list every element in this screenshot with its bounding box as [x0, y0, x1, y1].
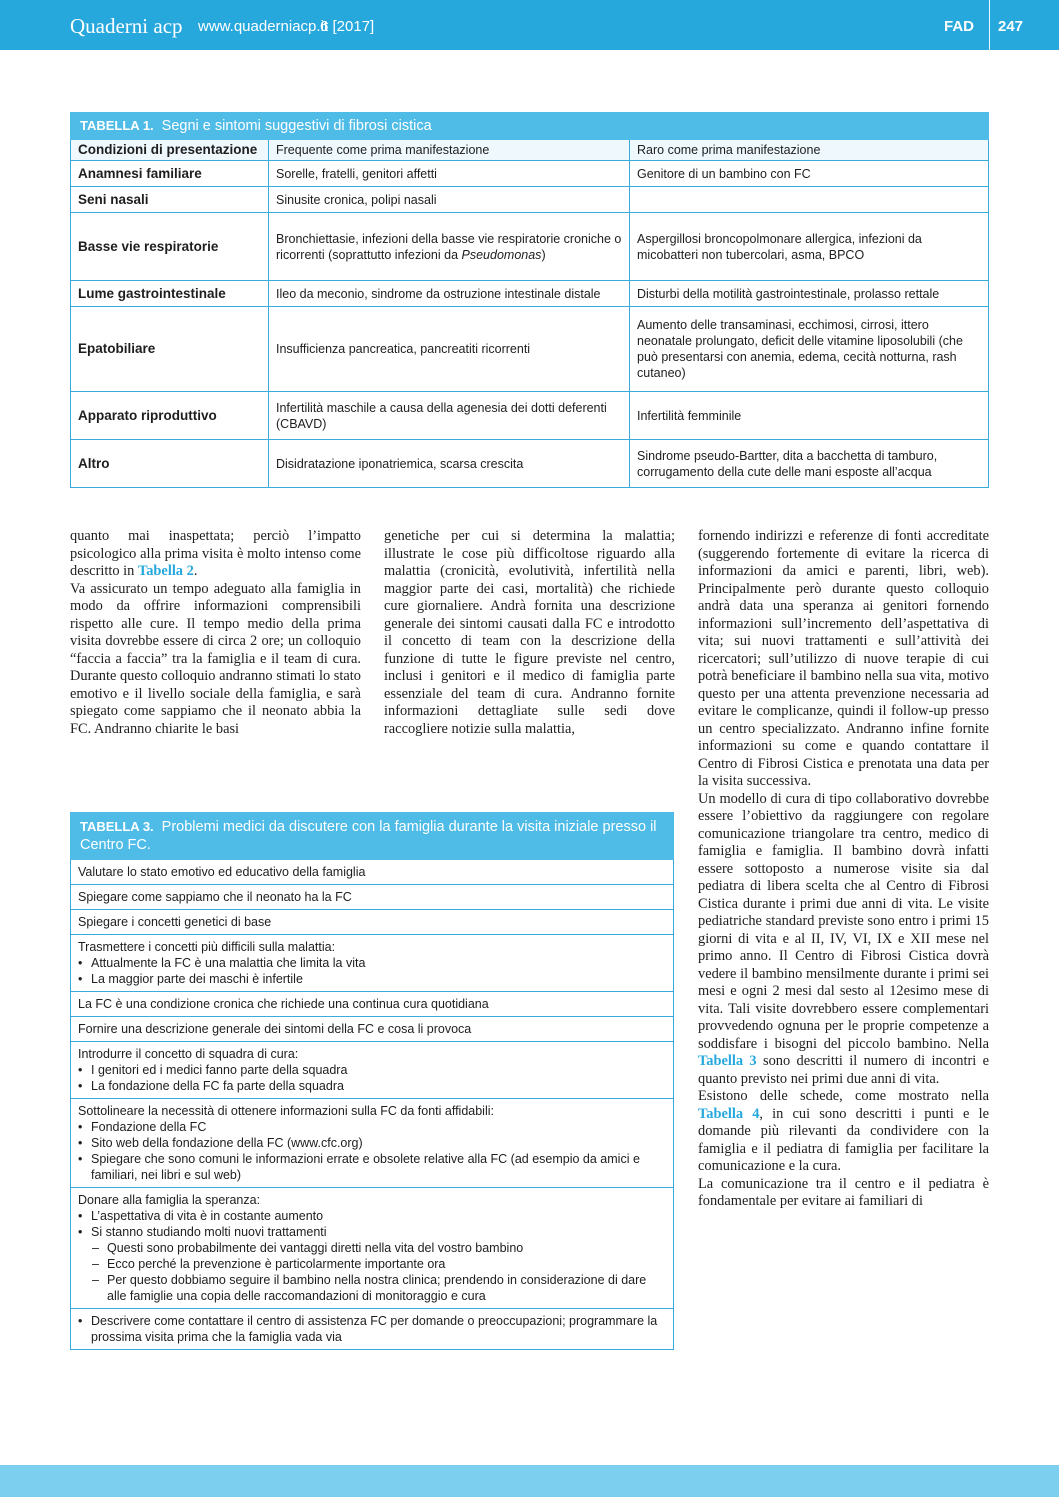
sub-list-item: – Per questo dobbiamo seguire il bambino nella nostra clinica; prendendo in considerazione di dare alle famiglie una copia delle raccomandazioni di monitoraggio e cura [78, 1272, 666, 1304]
table-title: Segni e sintomi suggestivi di fibrosi cistica [161, 118, 432, 134]
table-cell: Ileo da meconio, sindrome da ostruzione intestinale distale [269, 281, 630, 307]
row-label: Altro [71, 440, 269, 488]
table-row [71, 1099, 674, 1188]
page-number: 247 [998, 18, 1024, 35]
table-row [71, 440, 989, 488]
table-4-link[interactable]: Tabella 4 [698, 1105, 760, 1122]
row-label: Lume gastrointestinale [71, 281, 269, 307]
table-cell [71, 1042, 674, 1099]
bullet-list [78, 1313, 666, 1345]
table-row [71, 213, 989, 281]
list-item: • I genitori ed i medici fanno parte della squadra [78, 1062, 666, 1078]
text: Un modello di cura di tipo collaborativo dovrebbe essere l’obiettivo da raggiungere con regolare comunicazione triangolare tra centro, medico di famiglia e famiglia. Il bambino dovrà infatti essere sottoposto a numerose visite sia dal pediatra di libera scelta che al Centro di Fibrosi Cistica durante i primi due anni di vita. Le visite pediatriche standard previste sono entro i primi 15 giorni di vita e al II, IV, VI, IX e XII mese nel primo anno. Il Centro di Fibrosi Cistica dovrà vedere il bambino mensilmente durante i primi sei mesi e ogni 2 mesi dal sesto al 12esimo mese di vita. Tali visite dovrebbero essere complementari provvedendo ognuna per le proprie competenze a soddisfare i bisogni del piccolo bambino. Nella [698, 790, 989, 1052]
sub-list-item: – Ecco perché la prevenzione è particolarmente importante ora [78, 1256, 666, 1272]
cell-text: Introdurre il concetto di squadra di cura: [78, 1047, 299, 1061]
journal-issue: 6 [2017] [320, 18, 375, 35]
paragraph [698, 1088, 989, 1176]
header-divider [989, 0, 990, 50]
table-title: Problemi medici da discutere con la famiglia durante la visita iniziale presso il Centro FC. [80, 819, 657, 853]
list-item: • Spiegare che sono comuni le informazioni errate e obsolete relative alla FC (ad esempio da amici e familiari, nei libri e sul web) [78, 1151, 666, 1183]
table-cell [630, 187, 989, 213]
row-label: Seni nasali [71, 187, 269, 213]
paragraph [70, 528, 361, 581]
paragraph: Va assicurato un tempo adeguato alla famiglia in modo da offrire informazioni comprensibili rispetto alle cure. Il tempo medio della prima visita dovrebbe essere di circa 2 ore; un colloquio “faccia a faccia” tra la famiglia e il team di cura. Durante questo colloquio andranno stimati lo stato emotivo e il livello sociale della famiglia, e sarà spiegato come sappiamo che il neonato abbia la FC. Andranno chiarite le basi [70, 580, 361, 737]
cell-text: ) [541, 247, 546, 262]
cell-text: Sottolineare la necessità di ottenere informazioni sulla FC da fonti affidabili: [78, 1104, 494, 1118]
table-row [71, 992, 674, 1017]
text: , in cui sono descritti i punti e le domande più rilevanti da condividere con la famiglia e il pediatra di famiglia per facilitare la comunicazione e la cura. [698, 1105, 989, 1174]
row-label: Basse vie respiratorie [71, 213, 269, 281]
table-row [71, 1042, 674, 1099]
table-caption-cell [71, 113, 989, 140]
paragraph: genetiche per cui si determina la malattia; illustrate le cose più difficoltose riguardo alla malattia (cronicità, evolutività, infertilità nella maggior parte dei casi, mortalità) che richiede cure giornaliere. Andrà fornita una descrizione generale dei sintomi causati dalla FC e introdotto il concetto di team con la descrizione della funzione di tutte le figure previste nel centro, inclusi i genitori e il medico di famiglia parte essenziale del team di cura. Andranno fornite informazioni dettagliate sulle sedi dove raccogliere notizie sulla malattia, [384, 528, 675, 737]
table-cell: La FC è una condizione cronica che richiede una continua cura quotidiana [71, 992, 674, 1017]
row-label: Epatobiliare [71, 307, 269, 392]
list-item: • Fondazione della FC [78, 1119, 666, 1135]
table-label: TABELLA 3. [80, 819, 154, 834]
journal-website: www.quaderniacp.it [198, 18, 329, 35]
table-2-link[interactable]: Tabella 2 [137, 563, 194, 579]
table-cell: Sindrome pseudo-Bartter, dita a bacchetta di tamburo, corrugamento della cute delle mani esposte all’acqua [630, 440, 989, 488]
table-3-link[interactable]: Tabella 3 [698, 1053, 757, 1069]
row-label: Anamnesi familiare [71, 161, 269, 187]
text: Esistono delle schede, come mostrato nella [698, 1088, 989, 1104]
table-cell: Valutare lo stato emotivo ed educativo della famiglia [71, 860, 674, 885]
table-cell: Genitore di un bambino con FC [630, 161, 989, 187]
table-cell: Disturbi della motilità gastrointestinale, prolasso rettale [630, 281, 989, 307]
table-header-row [71, 140, 989, 161]
list-item: • Descrivere come contattare il centro di assistenza FC per domande o preoccupazioni; programmare la prossima visita prima che la famiglia vada via [78, 1313, 666, 1345]
body-column-1 [70, 528, 361, 738]
list-item: • Si stanno studiando molti nuovi trattamenti [78, 1224, 666, 1240]
table-1 [70, 112, 989, 488]
cell-text: Donare alla famiglia la speranza: [78, 1193, 261, 1207]
page-header [0, 0, 1059, 50]
sub-list-item: – Questi sono probabilmente dei vantaggi diretti nella vita del vostro bambino [78, 1240, 666, 1256]
text: . [193, 563, 198, 579]
table-cell: Sinusite cronica, polipi nasali [269, 187, 630, 213]
table-header-cell: Raro come prima manifestazione [630, 140, 989, 161]
table-row [71, 860, 674, 885]
table-row [71, 935, 674, 992]
paragraph [698, 791, 989, 1089]
table-cell [71, 935, 674, 992]
table-cell: Aumento delle transaminasi, ecchimosi, cirrosi, ittero neonatale prolungato, deficit delle vitamine liposolubili (che può presentarsi con anemia, edema, cecità notturna, rash cutaneo) [630, 307, 989, 392]
table-caption [71, 813, 674, 860]
table-caption [71, 113, 989, 140]
row-label: Apparato riproduttivo [71, 392, 269, 440]
table-cell: Infertilità maschile a causa della agenesia dei dotti deferenti (CBAVD) [269, 392, 630, 440]
table-header-cell: Condizioni di presentazione [71, 140, 269, 161]
table-cell [269, 213, 630, 281]
paragraph: fornendo indirizzi e referenze di fonti accreditate (suggerendo fortemente di evitare la ricerca di informazioni da amici e parenti, libri, web). Principalmente però durante questo colloquio andrà data una speranza ai genitori fornendo informazioni sull’incremento dell’aspettativa di vita; sui nuovi trattamenti e sull’attività dei ricercatori; sull’utilizzo di nuove terapie di cui potrà beneficiare il bambino nella sua vita, motivo questo per una attenta prevenzione necessaria ad evitare le complicanze, quindi il follow-up presso un centro specializzato. Andranno infine fornite informazioni su come e quando contattare il Centro di Fibrosi Cistica e prenotata una data per la visita successiva. [698, 528, 989, 789]
table-cell: Sorelle, fratelli, genitori affetti [269, 161, 630, 187]
table-row [71, 885, 674, 910]
table-row [71, 910, 674, 935]
table-cell: Insufficienza pancreatica, pancreatiti ricorrenti [269, 307, 630, 392]
table-row [71, 1309, 674, 1350]
list-item: • Attualmente la FC è una malattia che limita la vita [78, 955, 666, 971]
cell-text: Bronchiettasie, infezioni della basse vie respiratorie croniche o ricorrenti (soprattutto infezioni da [276, 231, 622, 262]
journal-title: Quaderni acp [70, 14, 183, 38]
body-column-3 [698, 528, 989, 1211]
list-item: • L’aspettativa di vita è in costante aumento [78, 1208, 666, 1224]
table-cell [71, 1099, 674, 1188]
bullet-list [78, 1208, 666, 1304]
paragraph: La comunicazione tra il centro e il pediatra è fondamentale per evitare ai familiari di [698, 1175, 989, 1209]
bullet-list [78, 1062, 666, 1094]
page-footer-bar [0, 1465, 1059, 1497]
body-column-2 [384, 528, 675, 738]
table-cell [71, 1188, 674, 1309]
cell-text: Trasmettere i concetti più difficili sulla malattia: [78, 940, 336, 954]
table-header-cell: Frequente come prima manifestazione [269, 140, 630, 161]
table-cell: Spiegare come sappiamo che il neonato ha la FC [71, 885, 674, 910]
table-cell [71, 1309, 674, 1350]
table-row [71, 161, 989, 187]
bullet-list [78, 955, 666, 987]
table-row [71, 281, 989, 307]
bullet-list [78, 1119, 666, 1183]
table-cell: Fornire una descrizione generale dei sintomi della FC e cosa li provoca [71, 1017, 674, 1042]
table-caption-cell [71, 813, 674, 860]
table-cell: Disidratazione iponatriemica, scarsa crescita [269, 440, 630, 488]
list-item: • Sito web della fondazione della FC (www.cfc.org) [78, 1135, 666, 1151]
cell-text-italic: Pseudomonas [461, 247, 542, 262]
table-3 [70, 812, 674, 1350]
table-row [71, 1188, 674, 1309]
table-label: TABELLA 1. [80, 118, 154, 133]
table-row [71, 187, 989, 213]
list-item: • La fondazione della FC fa parte della squadra [78, 1078, 666, 1094]
table-row [71, 1017, 674, 1042]
text: sono descritti il numero di incontri e quanto previsto nei primi due anni di vita. [698, 1053, 989, 1087]
table-cell: Infertilità femminile [630, 392, 989, 440]
text: quanto mai inaspettata; perciò l’impatto psicologico alla prima visita è molto intenso come descritto in [70, 528, 361, 579]
table-cell: Aspergillosi broncopolmonare allergica, infezioni da micobatteri non tubercolari, asma, BPCO [630, 213, 989, 281]
section-label: FAD [944, 18, 974, 35]
table-row [71, 392, 989, 440]
list-item: • La maggior parte dei maschi è infertile [78, 971, 666, 987]
table-row [71, 307, 989, 392]
table-cell: Spiegare i concetti genetici di base [71, 910, 674, 935]
